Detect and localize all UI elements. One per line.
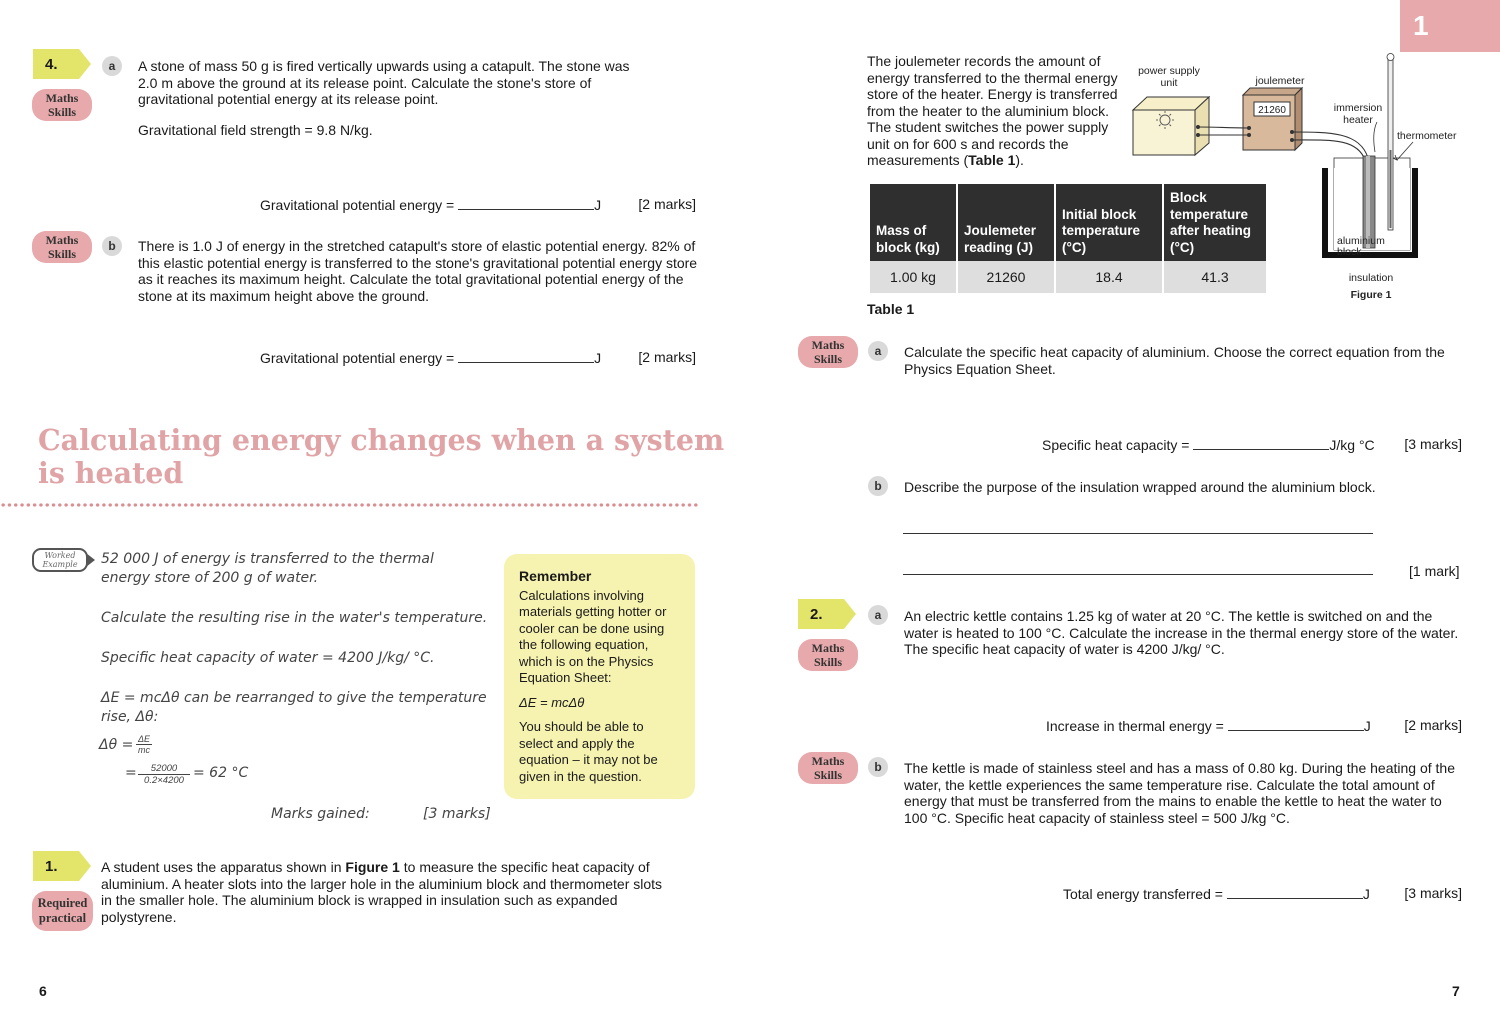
badge-line: practical — [38, 911, 87, 925]
answer-label: Specific heat capacity = — [1042, 437, 1190, 453]
marks-4a: [2 marks] — [638, 196, 696, 212]
answer-unit: J — [594, 350, 602, 366]
remember-text: You should be able to select and apply the equation – it may not be given in the question. — [519, 719, 658, 784]
question-4a-text: A stone of mass 50 g is fired vertically upwards using a catapult. The stone was 2.0 m above the ground at its release point. Calculate the stone's store of gravitational potential energy at its release point. — [138, 58, 630, 107]
marks-1a: [3 marks] — [1404, 436, 1462, 452]
q1-text-start: A student uses the apparatus shown in — [101, 859, 346, 875]
figure-caption: Figure 1 — [1350, 289, 1392, 301]
table-header — [958, 184, 1054, 261]
fraction-2 — [138, 763, 190, 786]
header-line: Initial block — [1062, 206, 1137, 222]
header-line: Joulemeter — [964, 223, 1037, 238]
badge-line: Maths — [811, 641, 845, 655]
badge-line: Skills — [47, 105, 77, 119]
answer-row-4a — [260, 196, 696, 214]
remember-equation: ΔE = mcΔθ — [519, 694, 585, 710]
answer-label: Gravitational potential energy = — [260, 350, 455, 366]
joulemeter-display: 21260 — [1258, 105, 1286, 116]
marks-1b: [1 mark] — [1409, 563, 1460, 579]
header-line: reading (J) — [964, 239, 1034, 255]
remember-text: Calculations involving materials getting hotter or cooler can be done using the following equation, which is on the Physics Equation Sheet: — [519, 587, 667, 685]
question-2b-text: The kettle is made of stainless steel and has a mass of 0.80 kg. During the heating of the water, the kettle experiences the same temperature rise. Calculate the total amount of energy that must be transferred from the mains to enable the kettle to heat the water to 100 °C. Specific heat capacity of stainless steel = 500 J/kg °C. — [904, 760, 1455, 826]
worked-line-3: Calculate the resulting rise in the water's temperature. — [101, 610, 488, 626]
answer-unit: J/kg °C — [1329, 437, 1375, 453]
remember-title: Remember — [519, 568, 592, 584]
label-aluminium-block: aluminium — [1337, 235, 1385, 247]
intro-text-end: ). — [1015, 152, 1024, 168]
worked-line-6: rise, Δθ: — [101, 709, 159, 725]
part-b-marker: b — [102, 236, 122, 256]
question-number-1: 1. — [33, 851, 79, 881]
power-supply-unit — [1133, 97, 1209, 155]
question-1b-text: Describe the purpose of the insulation wrapped around the aluminium block. — [904, 479, 1376, 495]
badge-line: Maths — [45, 233, 79, 247]
marks-2b: [3 marks] — [1404, 885, 1462, 901]
table-caption: Table 1 — [867, 301, 915, 317]
page-number-left: 6 — [39, 983, 47, 999]
question-2a-text: An electric kettle contains 1.25 kg of water at 20 °C. The kettle is switched on and the water is heated to 100 °C. Calculate the increase in the thermal energy store of the water. The specific heat capacity of water is 4200 J/kg/ °C. — [904, 608, 1459, 657]
badge-line: Worked — [44, 551, 76, 560]
question-1a-text: Calculate the specific heat capacity of aluminium. Choose the correct equation from the Physics Equation Sheet. — [904, 344, 1445, 377]
answer-label: Gravitational potential energy = — [260, 197, 455, 213]
answer-unit: J — [1363, 718, 1371, 734]
maths-skills-badge — [798, 639, 858, 671]
question-number-2: 2. — [798, 599, 844, 629]
section-title-line: Calculating energy changes when a system — [38, 423, 725, 457]
question-4b-text: There is 1.0 J of energy in the stretched catapult's store of elastic potential energy. 82% of this elastic potential energy is transferred to the stone's gravitational potential energy store as it reaches its maximum height. Calculate the total gravitational potential energy of the stone at its maximum height above the ground. — [138, 238, 698, 304]
required-practical-badge — [32, 891, 93, 931]
answer-line-2a[interactable] — [1228, 717, 1364, 731]
worked-line-4: Specific heat capacity of water = 4200 J/kg/ °C. — [101, 650, 435, 666]
header-line: after heating — [1170, 223, 1252, 238]
worked-marks: [3 marks] — [423, 806, 491, 822]
header-line: Block — [1170, 190, 1207, 205]
maths-skills-badge — [798, 752, 858, 784]
label-joulemeter: joulemeter — [1255, 75, 1305, 87]
badge-line: Maths — [811, 754, 845, 768]
formula-equals: = — [125, 765, 137, 781]
answer-label: Total energy transferred = — [1063, 886, 1223, 902]
table-cell: 18.4 — [1056, 261, 1162, 293]
part-b-marker: b — [868, 476, 888, 496]
fraction-numerator: 52000 — [138, 763, 190, 775]
fraction-1 — [136, 734, 152, 755]
header-line: Mass of — [876, 223, 927, 238]
answer-line-1a[interactable] — [1193, 436, 1329, 450]
label-aluminium-block: block — [1337, 246, 1362, 258]
label-immersion-heater: heater — [1343, 114, 1373, 126]
marks-2a: [2 marks] — [1404, 717, 1462, 733]
fraction-denominator: mc — [138, 745, 150, 755]
table-header-row — [870, 184, 1266, 261]
table-header — [870, 184, 956, 261]
marks-4b: [2 marks] — [638, 349, 696, 365]
table-cell: 1.00 kg — [870, 261, 956, 293]
table-1 — [868, 184, 1268, 293]
question-number-4: 4. — [33, 49, 79, 79]
formula-lhs: Δθ = — [99, 737, 134, 753]
thermometer — [1387, 54, 1394, 231]
dotted-divider — [0, 502, 698, 508]
question-4a-given: Gravitational field strength = 9.8 N/kg. — [138, 122, 373, 138]
figure-reference: Figure 1 — [345, 859, 400, 875]
header-line: temperature — [1170, 206, 1249, 222]
marks-gained-label: Marks gained: — [271, 806, 370, 822]
table-row — [870, 261, 1266, 293]
formula-result: = 62 °C — [193, 765, 249, 781]
part-b-marker: b — [868, 757, 888, 777]
joulemeter — [1243, 88, 1302, 150]
label-immersion-heater: immersion — [1333, 102, 1383, 114]
q1-text-end: to measure the specific heat capacity of aluminium. A heater slots into the larger hole in the aluminium block and thermometer slots in the smaller hole. The aluminium block is wrapped in insulation such as expanded polystyrene. — [101, 859, 663, 925]
table-reference: Table 1 — [968, 152, 1016, 168]
section-title-line: is heated — [38, 456, 184, 490]
maths-skills-badge — [32, 231, 92, 263]
answer-unit: J — [1362, 886, 1370, 902]
answer-line-1b[interactable] — [903, 574, 1373, 575]
answer-row-2a — [1046, 717, 1462, 735]
worked-line-2: energy store of 200 g of water. — [101, 570, 319, 586]
answer-line-1b[interactable] — [903, 533, 1373, 534]
question-1-text — [101, 859, 671, 925]
intro-text — [867, 53, 1129, 169]
answer-row-4b — [260, 349, 696, 367]
table-header — [1164, 184, 1266, 261]
answer-label: Increase in thermal energy = — [1046, 718, 1224, 734]
answer-row-2b — [1063, 885, 1462, 903]
badge-arrow — [86, 553, 95, 567]
section-title — [38, 424, 724, 490]
badge-line: Maths — [45, 91, 79, 105]
header-line: temperature — [1062, 223, 1141, 238]
maths-skills-badge — [798, 336, 858, 368]
table-cell: 21260 — [958, 261, 1054, 293]
label-thermometer: thermometer — [1397, 130, 1457, 142]
remember-box — [504, 554, 695, 799]
label-insulation: insulation — [1348, 272, 1394, 284]
worked-line-1: 52 000 J of energy is transferred to the thermal — [101, 551, 434, 567]
part-a-marker: a — [102, 56, 122, 76]
badge-line: Maths — [811, 338, 845, 352]
answer-unit: J — [594, 197, 602, 213]
table-header — [1056, 184, 1162, 261]
header-line: (°C) — [1170, 239, 1195, 255]
fraction-denominator: 0.2×4200 — [144, 775, 184, 786]
badge-line: Skills — [813, 768, 843, 782]
label-power-supply: unit — [1160, 77, 1178, 89]
part-a-marker: a — [868, 605, 888, 625]
header-line: block (kg) — [876, 239, 940, 255]
badge-line: Skills — [813, 352, 843, 366]
answer-line-4b[interactable] — [458, 349, 594, 363]
badge-line: Required — [37, 896, 88, 910]
header-line: (°C) — [1062, 239, 1087, 255]
chapter-tab: 1 — [1400, 0, 1500, 52]
page-number-right: 7 — [1452, 983, 1460, 999]
answer-line-2b[interactable] — [1227, 885, 1363, 899]
answer-row-1a — [1042, 436, 1462, 454]
maths-skills-badge — [32, 89, 92, 121]
answer-line-4a[interactable] — [458, 196, 594, 210]
badge-line: Skills — [813, 655, 843, 669]
badge-line: Skills — [47, 247, 77, 261]
fraction-numerator: ΔE — [137, 734, 151, 744]
badge-line: Example — [42, 560, 78, 569]
part-a-marker: a — [868, 341, 888, 361]
label-power-supply: power supply — [1138, 65, 1200, 77]
worked-line-5: ΔE = mcΔθ can be rearranged to give the temperature — [101, 690, 487, 706]
intro-text-start: The joulemeter records the amount of energy transferred to the thermal energy store of the heater. Energy is transferred from the heater to the aluminium block. The student switches the power supply unit on for 600 s and records the measurements ( — [867, 53, 1118, 168]
worked-example-badge — [32, 548, 88, 572]
table-cell: 41.3 — [1164, 261, 1266, 293]
